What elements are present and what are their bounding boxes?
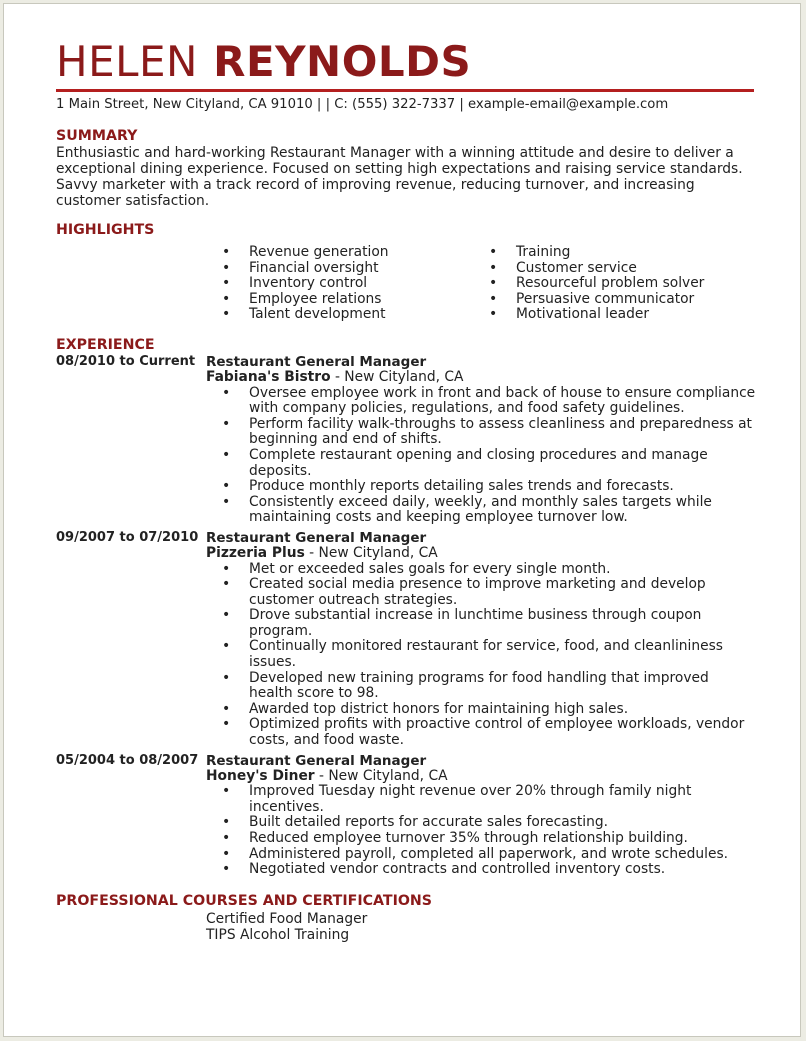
job-entry — [56, 753, 756, 878]
highlights-right-column — [489, 245, 756, 323]
highlight-item: • Customer service — [489, 261, 756, 277]
job-bullet: • Continually monitored restaurant for service, food, and cleanlininess issues. — [222, 639, 756, 670]
highlight-item: • Revenue generation — [222, 245, 489, 261]
resume-content — [56, 38, 756, 943]
job-details — [206, 753, 756, 878]
certifications-section — [56, 892, 756, 943]
highlight-item: • Training — [489, 245, 756, 261]
company-name: Honey's Diner — [206, 767, 315, 784]
experience-heading: EXPERIENCE — [56, 336, 155, 353]
highlight-item: • Resourceful problem solver — [489, 276, 756, 292]
header-rule — [56, 89, 754, 92]
company-location: - New Cityland, CA — [330, 368, 464, 385]
job-bullet: • Optimized profits with proactive control of employee workloads, vendor costs, and food waste. — [222, 717, 756, 748]
job-title: Restaurant General Manager — [206, 529, 427, 546]
job-bullet: • Complete restaurant opening and closing procedures and manage deposits. — [222, 448, 756, 479]
job-bullet: • Built detailed reports for accurate sales forecasting. — [222, 815, 756, 831]
last-name: REYNOLDS — [213, 37, 472, 86]
job-bullets — [206, 386, 756, 526]
candidate-name — [56, 38, 756, 86]
job-bullet: • Drove substantial increase in lunchtime business through coupon program. — [222, 608, 756, 639]
contact-line: 1 Main Street, New Cityland, CA 91010 | | C: (555) 322-7337 | example-email@example.com — [56, 97, 669, 112]
job-bullet: • Oversee employee work in front and back of house to ensure compliance with company policies, regulations, and food safety guidelines. — [222, 386, 756, 417]
highlight-item: • Inventory control — [222, 276, 489, 292]
highlight-item: • Employee relations — [222, 292, 489, 308]
first-name: HELEN — [56, 37, 198, 86]
highlight-item: • Talent development — [222, 307, 489, 323]
job-dates: 05/2004 to 08/2007 — [56, 752, 199, 768]
certifications-heading: PROFESSIONAL COURSES AND CERTIFICATIONS — [56, 892, 433, 909]
experience-section — [56, 336, 756, 878]
job-bullet: • Improved Tuesday night revenue over 20% through family night incentives. — [222, 784, 756, 815]
job-bullet: • Reduced employee turnover 35% through relationship building. — [222, 831, 756, 847]
job-bullets — [206, 784, 756, 878]
summary-heading: SUMMARY — [56, 128, 138, 144]
highlights-left-column — [222, 245, 489, 323]
job-bullet: • Met or exceeded sales goals for every single month. — [222, 562, 756, 578]
job-dates: 08/2010 to Current — [56, 353, 196, 369]
highlights-columns — [56, 245, 756, 323]
highlights-heading: HIGHLIGHTS — [56, 222, 155, 238]
summary-text: Enthusiastic and hard-working Restaurant Manager with a winning attitude and desire to deliver a exceptional dining experience. Focused on setting high expectations and raising service standards. Savvy marketer with a track record of improving revenue, reducing turnover, and increasing customer satisfaction. — [56, 145, 743, 209]
certification-item: Certified Food Manager — [206, 910, 368, 927]
job-details — [206, 354, 756, 526]
job-bullet: • Perform facility walk-throughs to assess cleanliness and preparedness at beginning and end of shifts. — [222, 417, 756, 448]
job-title: Restaurant General Manager — [206, 752, 427, 769]
job-bullet: • Negotiated vendor contracts and controlled inventory costs. — [222, 862, 756, 878]
certification-item: TIPS Alcohol Training — [206, 926, 350, 943]
highlight-item: • Persuasive communicator — [489, 292, 756, 308]
job-bullet: • Produce monthly reports detailing sales trends and forecasts. — [222, 479, 756, 495]
job-bullet: • Administered payroll, completed all paperwork, and wrote schedules. — [222, 847, 756, 863]
job-bullet: • Developed new training programs for food handling that improved health score to 98. — [222, 671, 756, 702]
job-company-line — [206, 370, 756, 386]
highlight-item: • Motivational leader — [489, 307, 756, 323]
job-entry — [56, 354, 756, 526]
highlight-item: • Financial oversight — [222, 261, 489, 277]
company-name: Fabiana's Bistro — [206, 368, 331, 385]
job-bullet: • Consistently exceed daily, weekly, and monthly sales targets while maintaining costs and keeping employee turnover low. — [222, 495, 756, 526]
job-bullets — [206, 562, 756, 749]
job-bullet: • Awarded top district honors for maintaining high sales. — [222, 702, 756, 718]
job-list — [56, 354, 756, 878]
company-name: Pizzeria Plus — [206, 544, 305, 561]
job-bullet: • Created social media presence to improve marketing and develop customer outreach strategies. — [222, 577, 756, 608]
job-details — [206, 530, 756, 749]
certifications-list — [56, 911, 756, 943]
highlights-left-list — [222, 245, 489, 323]
highlights-section — [56, 221, 756, 323]
job-dates: 09/2007 to 07/2010 — [56, 529, 199, 545]
resume-page — [3, 3, 801, 1037]
job-title: Restaurant General Manager — [206, 353, 427, 370]
job-company-line — [206, 769, 756, 785]
company-location: - New Cityland, CA — [304, 544, 438, 561]
summary-section — [56, 127, 756, 209]
job-company-line — [206, 546, 756, 562]
highlights-right-list — [489, 245, 756, 323]
company-location: - New Cityland, CA — [314, 767, 448, 784]
job-entry — [56, 530, 756, 749]
